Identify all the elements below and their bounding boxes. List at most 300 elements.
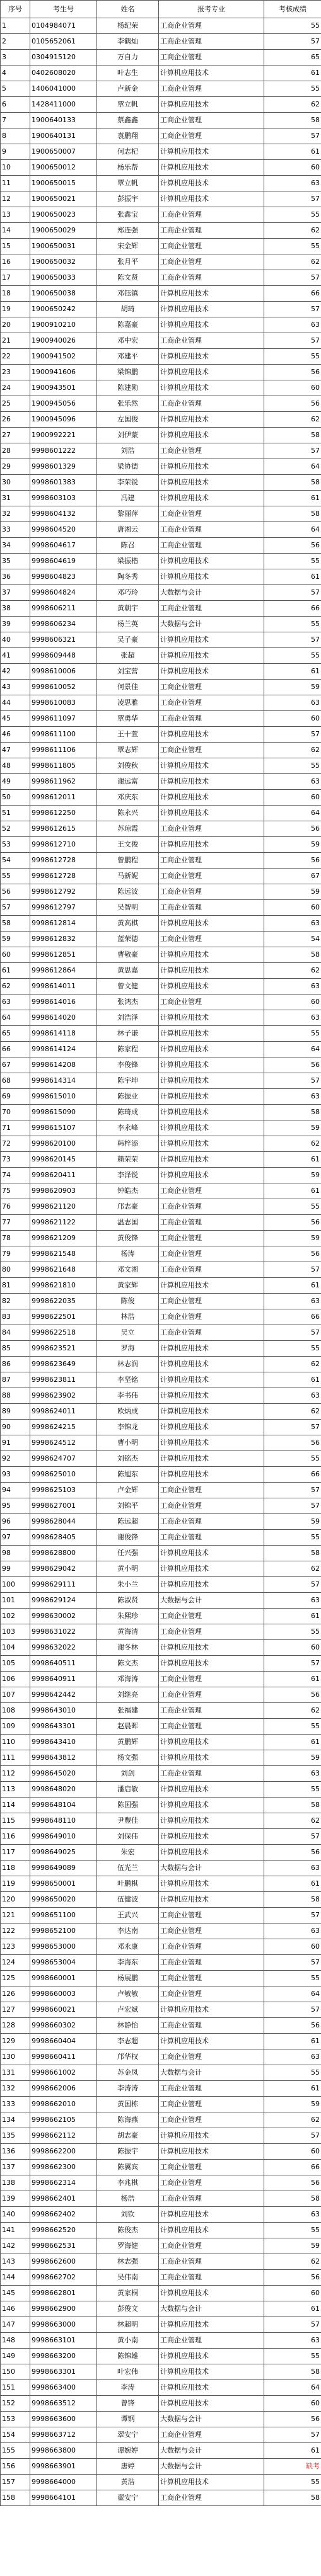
cell-candidate-id: 9998603103: [30, 491, 97, 506]
table-row: [1, 554, 321, 569]
cell-seq: 25: [1, 396, 30, 412]
cell-name: 李书伟: [97, 1388, 159, 1404]
cell-seq: 91: [1, 1435, 30, 1451]
cell-name: 李荣锐: [97, 475, 159, 491]
cell-seq: 71: [1, 1120, 30, 1136]
table-row: [1, 128, 321, 144]
table-row: [1, 1057, 321, 1073]
cell-major: 计算机应用技术: [159, 1577, 264, 1593]
cell-candidate-id: 9998624512: [30, 1435, 97, 1451]
cell-name: 陈文杰: [97, 1656, 159, 1672]
cell-score: 62: [264, 1703, 321, 1719]
table-row: [1, 774, 321, 790]
cell-candidate-id: 9998649025: [30, 1845, 97, 1861]
cell-major: 工商企业管理: [159, 1672, 264, 1687]
cell-major: 计算机应用技术: [159, 2317, 264, 2333]
cell-name: 刘继亮: [97, 1687, 159, 1703]
cell-name: 杨展鹏: [97, 1971, 159, 1986]
cell-name: 邓庆东: [97, 790, 159, 806]
header-name: 姓名: [97, 1, 159, 18]
cell-candidate-id: 1900650012: [30, 160, 97, 176]
table-row: [1, 1939, 321, 1955]
table-row: [1, 1829, 321, 1845]
cell-seq: 26: [1, 412, 30, 428]
cell-major: 工商企业管理: [159, 506, 264, 522]
cell-seq: 141: [1, 2223, 30, 2238]
cell-score: 59: [264, 1231, 321, 1246]
cell-name: 李兆棋: [97, 2175, 159, 2191]
cell-seq: 128: [1, 2018, 30, 2034]
cell-major: 工商企业管理: [159, 34, 264, 50]
cell-score: 55: [264, 207, 321, 223]
cell-seq: 95: [1, 1498, 30, 1514]
cell-score: 61: [264, 2081, 321, 2097]
cell-candidate-id: 9998662600: [30, 2254, 97, 2270]
cell-name: 伍光兰: [97, 1861, 159, 1876]
cell-seq: 86: [1, 1357, 30, 1372]
cell-seq: 102: [1, 1609, 30, 1624]
cell-name: 覃志辉: [97, 743, 159, 758]
table-row: [1, 2443, 321, 2459]
cell-seq: 34: [1, 538, 30, 554]
cell-seq: 9: [1, 144, 30, 160]
cell-score: 55: [264, 2475, 321, 2490]
cell-score: 55: [264, 648, 321, 664]
cell-seq: 53: [1, 837, 30, 853]
table-row: [1, 2175, 321, 2191]
cell-score: 59: [264, 2097, 321, 2112]
cell-name: 黄浩: [97, 2475, 159, 2490]
cell-candidate-id: 0304915120: [30, 50, 97, 66]
table-row: [1, 2270, 321, 2286]
cell-major: 工商企业管理: [159, 1498, 264, 1514]
cell-candidate-id: 9998662900: [30, 2301, 97, 2317]
cell-score: 61: [264, 1183, 321, 1199]
header-candidate-id: 考生号: [30, 1, 97, 18]
cell-major: 计算机应用技术: [159, 144, 264, 160]
cell-name: 邓巧玲: [97, 585, 159, 601]
table-row: [1, 1892, 321, 1908]
cell-name: 林浩: [97, 1309, 159, 1325]
cell-score: 58: [264, 1798, 321, 1813]
table-row: [1, 1624, 321, 1640]
cell-candidate-id: 9998643010: [30, 1703, 97, 1719]
cell-score: 63: [264, 1388, 321, 1404]
cell-seq: 142: [1, 2238, 30, 2254]
cell-score: 55: [264, 2065, 321, 2081]
cell-seq: 35: [1, 554, 30, 569]
table-row: [1, 81, 321, 97]
cell-score: 62: [264, 2254, 321, 2270]
cell-candidate-id: 9998612728: [30, 853, 97, 869]
cell-seq: 84: [1, 1325, 30, 1341]
cell-name: 陈文贤: [97, 270, 159, 286]
table-row: [1, 1404, 321, 1420]
cell-major: 工商企业管理: [159, 2049, 264, 2065]
cell-seq: 50: [1, 790, 30, 806]
cell-candidate-id: 9998612864: [30, 963, 97, 979]
cell-seq: 28: [1, 443, 30, 459]
cell-score: 57: [264, 1073, 321, 1089]
cell-score: 61: [264, 1278, 321, 1294]
cell-candidate-id: 9998653000: [30, 1939, 97, 1955]
cell-score: 61: [264, 1372, 321, 1388]
table-row: [1, 1923, 321, 1939]
cell-candidate-id: 1900650242: [30, 302, 97, 317]
cell-major: 工商企业管理: [159, 254, 264, 270]
cell-score: 65: [264, 50, 321, 66]
cell-name: 黄高棋: [97, 916, 159, 932]
cell-seq: 133: [1, 2097, 30, 2112]
cell-seq: 42: [1, 664, 30, 680]
cell-candidate-id: 9998663600: [30, 2412, 97, 2427]
table-row: [1, 1798, 321, 1813]
table-row: [1, 1750, 321, 1766]
cell-score: 55: [264, 554, 321, 569]
cell-score: 57: [264, 1483, 321, 1498]
cell-seq: 119: [1, 1876, 30, 1892]
header-major: 报考专业: [159, 1, 264, 18]
cell-name: 胡志豪: [97, 2128, 159, 2144]
cell-name: 李泽锐: [97, 1168, 159, 1183]
cell-candidate-id: 9998628044: [30, 1514, 97, 1530]
cell-candidate-id: 9998629124: [30, 1593, 97, 1609]
cell-seq: 19: [1, 302, 30, 317]
cell-name: 陈永兴: [97, 806, 159, 821]
cell-seq: 134: [1, 2112, 30, 2128]
cell-major: 计算机应用技术: [159, 1120, 264, 1136]
cell-score: 57: [264, 585, 321, 601]
cell-score: 57: [264, 2427, 321, 2443]
cell-name: 蓝荣德: [97, 932, 159, 947]
cell-major: 计算机应用技术: [159, 2380, 264, 2396]
cell-name: 左国俊: [97, 412, 159, 428]
cell-seq: 130: [1, 2049, 30, 2065]
cell-candidate-id: 9998612011: [30, 790, 97, 806]
cell-score: 66: [264, 286, 321, 302]
cell-name: 刘浩泽: [97, 1010, 159, 1026]
cell-name: 邓钰镇: [97, 286, 159, 302]
cell-major: 计算机应用技术: [159, 916, 264, 932]
cell-name: 陈建勋: [97, 380, 159, 396]
cell-candidate-id: 9998623811: [30, 1372, 97, 1388]
cell-score: 60: [264, 2144, 321, 2160]
cell-major: 计算机应用技术: [159, 1341, 264, 1357]
cell-candidate-id: 9998623521: [30, 1341, 97, 1357]
cell-seq: 82: [1, 1294, 30, 1309]
cell-score: 55: [264, 1341, 321, 1357]
cell-candidate-id: 9998663712: [30, 2427, 97, 2443]
cell-candidate-id: 9998631022: [30, 1624, 97, 1640]
cell-candidate-id: 9998606234: [30, 617, 97, 632]
cell-seq: 17: [1, 270, 30, 286]
cell-candidate-id: 9998652100: [30, 1923, 97, 1939]
cell-seq: 149: [1, 2349, 30, 2364]
cell-name: 林超明: [97, 2317, 159, 2333]
cell-major: 计算机应用技术: [159, 1782, 264, 1798]
table-row: [1, 1120, 321, 1136]
cell-seq: 120: [1, 1892, 30, 1908]
table-row: [1, 1152, 321, 1168]
cell-name: 吴智明: [97, 900, 159, 916]
cell-candidate-id: 9998662112: [30, 2128, 97, 2144]
cell-major: 计算机应用技术: [159, 947, 264, 963]
cell-candidate-id: 9998663000: [30, 2317, 97, 2333]
cell-seq: 64: [1, 1010, 30, 1026]
cell-major: 工商企业管理: [159, 680, 264, 695]
cell-name: 陈家程: [97, 1042, 159, 1057]
cell-candidate-id: 9998604617: [30, 538, 97, 554]
cell-seq: 21: [1, 333, 30, 349]
cell-name: 罗海健: [97, 2238, 159, 2254]
cell-major: 工商企业管理: [159, 522, 264, 538]
cell-name: 袁鹏翔: [97, 128, 159, 144]
cell-candidate-id: 1900640133: [30, 113, 97, 128]
cell-major: 工商企业管理: [159, 1514, 264, 1530]
cell-name: 黄小明: [97, 1561, 159, 1577]
cell-seq: 10: [1, 160, 30, 176]
table-row: [1, 270, 321, 286]
cell-score: 57: [264, 1498, 321, 1514]
cell-candidate-id: 9998604823: [30, 569, 97, 585]
table-row: [1, 223, 321, 239]
cell-candidate-id: 9998650020: [30, 1892, 97, 1908]
cell-candidate-id: 9998662010: [30, 2097, 97, 2112]
cell-candidate-id: 9998610052: [30, 680, 97, 695]
cell-score: 62: [264, 2112, 321, 2128]
table-row: [1, 916, 321, 932]
table-row: [1, 1703, 321, 1719]
cell-score: 61: [264, 491, 321, 506]
cell-name: 曾文健: [97, 979, 159, 994]
cell-score: 58: [264, 2490, 321, 2506]
cell-seq: 73: [1, 1152, 30, 1168]
table-row: [1, 2475, 321, 2490]
cell-major: 大数据与会计: [159, 2443, 264, 2459]
table-row: [1, 349, 321, 365]
cell-candidate-id: 9998660411: [30, 2049, 97, 2065]
cell-candidate-id: 9998660003: [30, 1986, 97, 2002]
cell-seq: 43: [1, 680, 30, 695]
cell-major: 计算机应用技术: [159, 2128, 264, 2144]
cell-candidate-id: 9998615010: [30, 1089, 97, 1105]
cell-candidate-id: 1900910210: [30, 317, 97, 333]
cell-candidate-id: 9998645020: [30, 1766, 97, 1782]
cell-candidate-id: 1900945096: [30, 412, 97, 428]
cell-name: 宋金辉: [97, 239, 159, 254]
cell-name: 郑连强: [97, 223, 159, 239]
cell-major: 工商企业管理: [159, 884, 264, 900]
cell-name: 黄家辉: [97, 1278, 159, 1294]
cell-candidate-id: 1900945056: [30, 396, 97, 412]
cell-seq: 147: [1, 2317, 30, 2333]
cell-candidate-id: 9998612250: [30, 806, 97, 821]
cell-name: 邓中宏: [97, 333, 159, 349]
cell-major: 工商企业管理: [159, 1199, 264, 1215]
cell-score: 62: [264, 1561, 321, 1577]
cell-name: 彭俊文: [97, 2301, 159, 2317]
cell-score: 58: [264, 1892, 321, 1908]
cell-major: 工商企业管理: [159, 1687, 264, 1703]
cell-seq: 121: [1, 1908, 30, 1923]
cell-major: 计算机应用技术: [159, 1451, 264, 1467]
table-row: [1, 1451, 321, 1467]
cell-score: 57: [264, 1577, 321, 1593]
cell-seq: 98: [1, 1546, 30, 1561]
cell-major: 工商企业管理: [159, 2270, 264, 2286]
cell-candidate-id: 9998660404: [30, 2034, 97, 2049]
cell-seq: 8: [1, 128, 30, 144]
cell-candidate-id: 1900650032: [30, 254, 97, 270]
cell-score: 56: [264, 1246, 321, 1262]
cell-name: 卢新金: [97, 81, 159, 97]
cell-score: 57: [264, 632, 321, 648]
cell-candidate-id: 9998612615: [30, 821, 97, 837]
cell-candidate-id: 1900650021: [30, 191, 97, 207]
table-row: [1, 1420, 321, 1435]
cell-score: 58: [264, 2364, 321, 2380]
table-row: [1, 176, 321, 191]
table-row: [1, 1971, 321, 1986]
cell-seq: 103: [1, 1624, 30, 1640]
cell-major: 计算机应用技术: [159, 1278, 264, 1294]
header-row: [1, 1, 321, 18]
table-row: [1, 1105, 321, 1120]
cell-seq: 77: [1, 1215, 30, 1231]
cell-seq: 108: [1, 1703, 30, 1719]
cell-name: 刘钦: [97, 2207, 159, 2223]
cell-name: 陈振业: [97, 1089, 159, 1105]
table-row: [1, 2427, 321, 2443]
cell-major: 工商企业管理: [159, 1908, 264, 1923]
cell-name: 陶冬秀: [97, 569, 159, 585]
cell-major: 计算机应用技术: [159, 1467, 264, 1483]
table-row: [1, 1246, 321, 1262]
table-row: [1, 396, 321, 412]
cell-candidate-id: 9998642442: [30, 1687, 97, 1703]
cell-major: 工商企业管理: [159, 1719, 264, 1735]
cell-seq: 15: [1, 239, 30, 254]
cell-score: 57: [264, 302, 321, 317]
cell-seq: 14: [1, 223, 30, 239]
cell-score: 59: [264, 1750, 321, 1766]
cell-name: 邝志豪: [97, 1199, 159, 1215]
cell-major: 工商企业管理: [159, 239, 264, 254]
table-row: [1, 1955, 321, 1971]
cell-score: 56: [264, 1215, 321, 1231]
table-row: [1, 144, 321, 160]
cell-candidate-id: 9998632022: [30, 1640, 97, 1656]
cell-seq: 65: [1, 1026, 30, 1042]
table-row: [1, 1876, 321, 1892]
cell-name: 王武兴: [97, 1908, 159, 1923]
cell-major: 工商企业管理: [159, 18, 264, 34]
cell-major: 计算机应用技术: [159, 774, 264, 790]
cell-candidate-id: 9998621122: [30, 1215, 97, 1231]
table-row: [1, 1262, 321, 1278]
table-row: [1, 1782, 321, 1798]
cell-major: 工商企业管理: [159, 932, 264, 947]
cell-candidate-id: 9998614011: [30, 979, 97, 994]
cell-candidate-id: 9998663800: [30, 2443, 97, 2459]
cell-seq: 110: [1, 1735, 30, 1750]
cell-candidate-id: 1900650031: [30, 239, 97, 254]
cell-name: 邓建平: [97, 349, 159, 365]
cell-major: 计算机应用技术: [159, 1152, 264, 1168]
cell-score: 57: [264, 34, 321, 50]
cell-name: 陈淑贤: [97, 1593, 159, 1609]
table-row: [1, 522, 321, 538]
cell-score: 63: [264, 695, 321, 711]
cell-candidate-id: 9998662702: [30, 2270, 97, 2286]
cell-major: 大数据与会计: [159, 1861, 264, 1876]
cell-candidate-id: 9998660001: [30, 1971, 97, 1986]
cell-candidate-id: 9998614016: [30, 994, 97, 1010]
cell-name: 叶志生: [97, 66, 159, 81]
cell-candidate-id: 9998648020: [30, 1782, 97, 1798]
cell-major: 工商企业管理: [159, 2018, 264, 2034]
cell-name: 刘铭杰: [97, 1451, 159, 1467]
table-row: [1, 1294, 321, 1309]
cell-seq: 4: [1, 66, 30, 81]
cell-major: 计算机应用技术: [159, 349, 264, 365]
table-row: [1, 207, 321, 223]
cell-name: 陈翼宾: [97, 2160, 159, 2175]
cell-seq: 75: [1, 1183, 30, 1199]
cell-candidate-id: 9998663200: [30, 2349, 97, 2364]
cell-name: 欧炳成: [97, 1404, 159, 1420]
cell-major: 计算机应用技术: [159, 97, 264, 113]
cell-major: 工商企业管理: [159, 333, 264, 349]
cell-score: 55: [264, 18, 321, 34]
cell-candidate-id: 9998601222: [30, 443, 97, 459]
cell-major: 计算机应用技术: [159, 1829, 264, 1845]
cell-seq: 44: [1, 695, 30, 711]
cell-candidate-id: 9998663301: [30, 2364, 97, 2380]
table-row: [1, 1136, 321, 1152]
cell-seq: 111: [1, 1750, 30, 1766]
cell-candidate-id: 9998622518: [30, 1325, 97, 1341]
table-row: [1, 790, 321, 806]
table-row: [1, 191, 321, 207]
cell-seq: 156: [1, 2459, 30, 2475]
table-row: [1, 2049, 321, 2065]
cell-major: 计算机应用技术: [159, 1876, 264, 1892]
cell-name: 王文俊: [97, 837, 159, 853]
cell-seq: 93: [1, 1467, 30, 1483]
cell-candidate-id: 9998622035: [30, 1294, 97, 1309]
cell-candidate-id: 9998663901: [30, 2459, 97, 2475]
cell-major: 工商企业管理: [159, 1262, 264, 1278]
table-row: [1, 680, 321, 695]
cell-major: 工商企业管理: [159, 223, 264, 239]
table-row: [1, 617, 321, 632]
cell-name: 陈旭东: [97, 1467, 159, 1483]
cell-candidate-id: 9998611097: [30, 711, 97, 727]
table-row: [1, 1357, 321, 1372]
table-row: [1, 365, 321, 380]
cell-candidate-id: 9998601329: [30, 459, 97, 475]
cell-name: 何志杞: [97, 144, 159, 160]
cell-name: 林志润: [97, 1357, 159, 1372]
cell-score: 59: [264, 680, 321, 695]
cell-seq: 51: [1, 806, 30, 821]
cell-name: 覃勇华: [97, 711, 159, 727]
cell-seq: 78: [1, 1231, 30, 1246]
cell-candidate-id: 9998612832: [30, 932, 97, 947]
cell-score: 61: [264, 2301, 321, 2317]
cell-score: 60: [264, 2286, 321, 2301]
